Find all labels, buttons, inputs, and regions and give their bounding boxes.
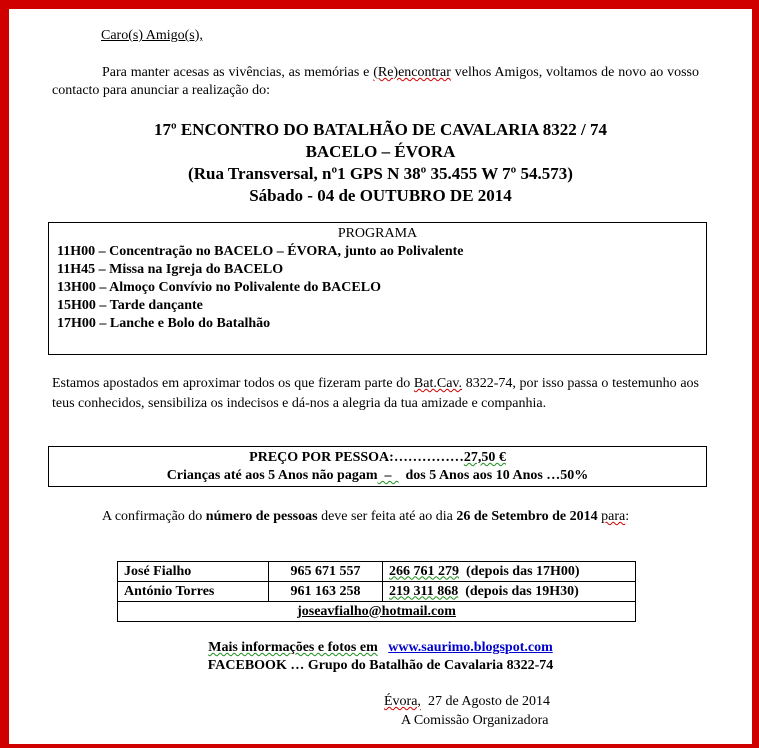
intro-paragraph: Para manter acesas as vivências, as memórias e (Re)encontrar velhos Amigos, voltamos de novo ao vosso contacto para anunciar a realização do: bbox=[52, 65, 699, 98]
facebook-line: FACEBOOK … Grupo do Batalhão de Cavalaria 8322-74 bbox=[207, 658, 554, 673]
contact-phone: 961 163 258 bbox=[269, 582, 383, 602]
table-row bbox=[118, 582, 636, 602]
contact-landline: 266 761 279 (depois das 17H00) bbox=[383, 562, 636, 582]
children-price-line: Crianças até aos 5 Anos não pagam – dos 5 Anos aos 10 Anos …50% bbox=[166, 468, 589, 483]
table-row bbox=[118, 562, 636, 582]
signature-committee: A Comissão Organizadora bbox=[401, 713, 549, 728]
price-box bbox=[48, 446, 707, 487]
program-item: 11H45 – Missa na Igreja do BACELO bbox=[57, 262, 284, 277]
contact-name: José Fialho bbox=[118, 562, 269, 582]
contact-phone: 965 671 557 bbox=[269, 562, 383, 582]
event-location: BACELO – ÉVORA bbox=[305, 142, 456, 161]
program-item: 13H00 – Almoço Convívio no Polivalente do BACELO bbox=[57, 280, 381, 295]
event-title: 17º ENCONTRO DO BATALHÃO DE CAVALARIA 8322 / 74 BACELO – ÉVORA (Rua Transversal, nº1 GPS N 38º 35.455 W 7º 54.573) Sábado - 04 de OUTUBRO DE 2014 bbox=[9, 119, 752, 207]
contact-email[interactable]: joseavfialho@hotmail.com bbox=[118, 602, 636, 622]
price-line: PREÇO POR PESSOA:……………27,50 € bbox=[249, 450, 506, 465]
program-box bbox=[48, 222, 707, 355]
signature-date: Évora, 27 de Agosto de 2014 bbox=[384, 694, 551, 709]
salutation: Caro(s) Amigo(s), bbox=[101, 28, 203, 43]
table-row bbox=[118, 602, 636, 622]
confirmation-paragraph: A confirmação do número de pessoas deve ser feita até ao dia 26 de Setembro de 2014 para: bbox=[102, 509, 630, 524]
contact-name: António Torres bbox=[118, 582, 269, 602]
contact-landline: 219 311 868 (depois das 19H30) bbox=[383, 582, 636, 602]
more-info-line: Mais informações e fotos em www.saurimo.blogspot.com bbox=[208, 640, 553, 655]
blog-link[interactable]: www.saurimo.blogspot.com bbox=[388, 640, 553, 655]
contacts-table bbox=[117, 561, 636, 622]
engagement-paragraph: Estamos apostados em aproximar todos os que fizeram parte do Bat.Cav. 8322-74, por isso passa o testemunho aos teus conhecidos, sensibiliza os indecisos e dá-nos a alegria da tua amizade e companhia. bbox=[52, 376, 699, 411]
program-list bbox=[49, 243, 706, 333]
event-date: Sábado - 04 de OUTUBRO DE 2014 bbox=[249, 186, 512, 205]
program-item: 11H00 – Concentração no BACELO – ÉVORA, junto ao Polivalente bbox=[57, 244, 464, 259]
event-address: (Rua Transversal, nº1 GPS N 38º 35.455 W 7º 54.573) bbox=[188, 164, 573, 183]
program-item: 15H00 – Tarde dançante bbox=[57, 298, 203, 313]
program-heading: PROGRAMA bbox=[337, 226, 418, 241]
more-info bbox=[9, 639, 752, 675]
program-item: 17H00 – Lanche e Bolo do Batalhão bbox=[57, 316, 271, 331]
